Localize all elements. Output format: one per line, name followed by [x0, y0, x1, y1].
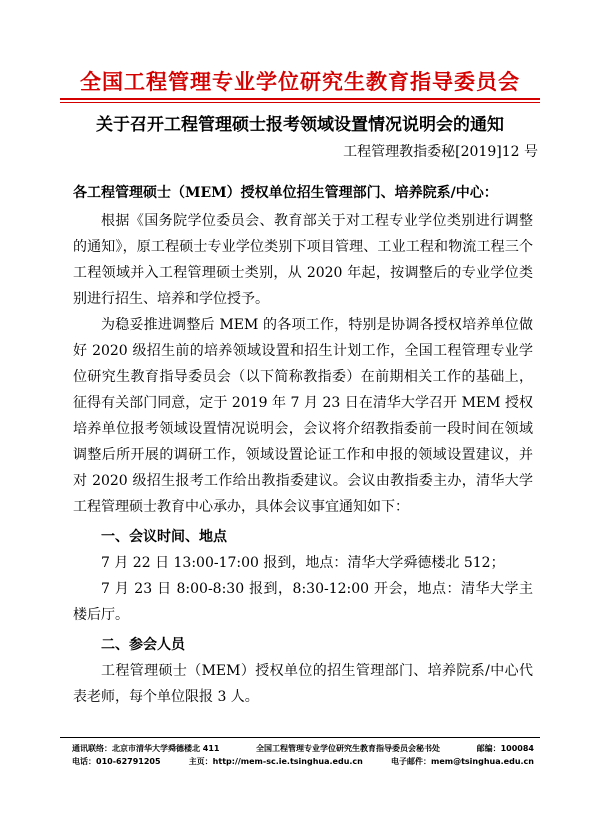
schedule-line-day1: 7 月 22 日 13:00-17:00 报到，地点：清华大学舜德楼北 512； — [101, 555, 505, 571]
header-divider-thick — [60, 98, 540, 100]
addressee-line: 各工程管理硕士（MEM）授权单位招生管理部门、培养院系/中心： — [73, 185, 498, 201]
section-heading-attendees: 二、参会人员 — [101, 637, 185, 653]
section-heading-time-location: 一、会议时间、地点 — [101, 529, 227, 545]
notice-body — [73, 180, 533, 710]
paragraph-meeting-purpose: 为稳妥推进调整后 MEM 的各项工作，特别是协调各授权培养单位做好 2020 级招生前的培养领域设置和招生计划工作，全国工程管理专业学位研究生教育指导委员会（以下简称教指委）在前期相关工作的基础上，征得有关部门同意，定于 2019 年 7 月 23 日在清华大学召开 MEM 授权培养单位报考领域设置情况说明会，会议将介绍教指委前一段时间在领域调整后所开展的调研工作，领域设置论证工作和申报的领域设置建议，并对 2020 级招生报考工作给出教指委建议。会议由教指委主办，清华大学工程管理硕士教育中心承办，具体会议事宜通知如下： — [73, 317, 533, 515]
footer-email-link[interactable]: 电子邮件：mem@tsinghua.edu.cn — [391, 757, 534, 766]
footer-organization: 全国工程管理专业学位研究生教育指导委员会秘书处 — [256, 744, 441, 753]
footer-address: 通讯联络：北京市清华大学舜德楼北 411 — [72, 744, 220, 753]
notice-title: 关于召开工程管理硕士报考领域设置情况说明会的通知 — [96, 115, 504, 135]
committee-header-title: 全国工程管理专业学位研究生教育指导委员会 — [80, 69, 520, 94]
footer-homepage-link[interactable]: 主页：http://mem-sc.ie.tsinghua.edu.cn — [188, 757, 363, 766]
footer-postcode: 邮编：100084 — [476, 744, 534, 753]
document-number: 工程管理教指委秘[2019]12 号 — [343, 144, 538, 160]
footer-phone: 电话：010-62791205 — [72, 757, 161, 766]
schedule-line-day2: 7 月 23 日 8:00-8:30 报到，8:30-12:00 开会，地点：清华大学主楼后厅。 — [73, 581, 533, 623]
footer-divider — [60, 737, 540, 738]
footer-row-1 — [72, 743, 534, 754]
attendees-description: 工程管理硕士（MEM）授权单位的招生管理部门、培养院系/中心代表老师，每个单位限报 3 人。 — [73, 663, 533, 705]
footer-row-2 — [72, 756, 534, 767]
header-divider-thin — [60, 102, 540, 103]
paragraph-background: 根据《国务院学位委员会、教育部关于对工程专业学位类别进行调整的通知》，原工程硕士专业学位类别下项目管理、工业工程和物流工程三个工程领域并入工程管理硕士类别，从 2020 年起，按调整后的专业学位类别进行招生、培养和学位授予。 — [73, 213, 533, 307]
